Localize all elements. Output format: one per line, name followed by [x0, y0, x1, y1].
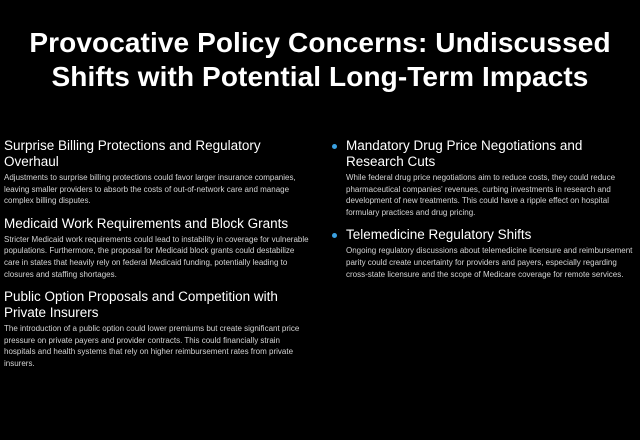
item-heading: Medicaid Work Requirements and Block Grants [4, 215, 289, 231]
item-description: Ongoing regulatory discussions about telemedicine licensure and reimbursement parity could create uncertainty for providers and payers, especially regarding cross-state licensure and the scope of Medicare coverage for remote services. [346, 246, 633, 279]
item-description: While federal drug price negotiations aim to reduce costs, they could reduce pharmaceutical companies' revenues, curbing investments in research and development of new treatments. This could have a ripple effect on hospital formulary practices and drug pricing. [346, 173, 616, 217]
left-column [4, 138, 310, 379]
item-description: Stricter Medicaid work requirements could lead to instability in coverage for vulnerable populations. Furthermore, the proposal for Medicaid block grants could destabilize care in states that heavily rely on federal Medicaid funding, potentially leading to closures and staffing shortages. [4, 234, 309, 279]
policy-item-telemedicine [330, 227, 640, 280]
item-heading: Mandatory Drug Price Negotiations and Research Cuts [346, 138, 583, 169]
item-description: Adjustments to surprise billing protections could favor larger insurance companies, leaving smaller providers to absorb the costs of out-of-network care and manage complex billing disputes. [4, 173, 296, 206]
policy-item-medicaid [4, 216, 310, 280]
page-title: Provocative Policy Concerns: Undiscussed Shifts with Potential Long-Term Impacts [29, 27, 611, 92]
right-column [330, 138, 640, 289]
bullet-dot-icon [332, 144, 337, 149]
policy-item-surprise-billing [4, 138, 310, 207]
item-heading: Surprise Billing Protections and Regulatory Overhaul [4, 138, 261, 169]
item-description: The introduction of a public option could lower premiums but create significant price pressure on private payers and provider contracts. This could financially strain hospitals and health systems that rely on higher reimbursement rates from private insurers. [4, 324, 300, 368]
item-heading: Public Option Proposals and Competition with Private Insurers [4, 289, 278, 321]
policy-item-drug-price [330, 138, 640, 218]
item-heading: Telemedicine Regulatory Shifts [346, 227, 532, 243]
policy-item-public-option [4, 289, 310, 369]
